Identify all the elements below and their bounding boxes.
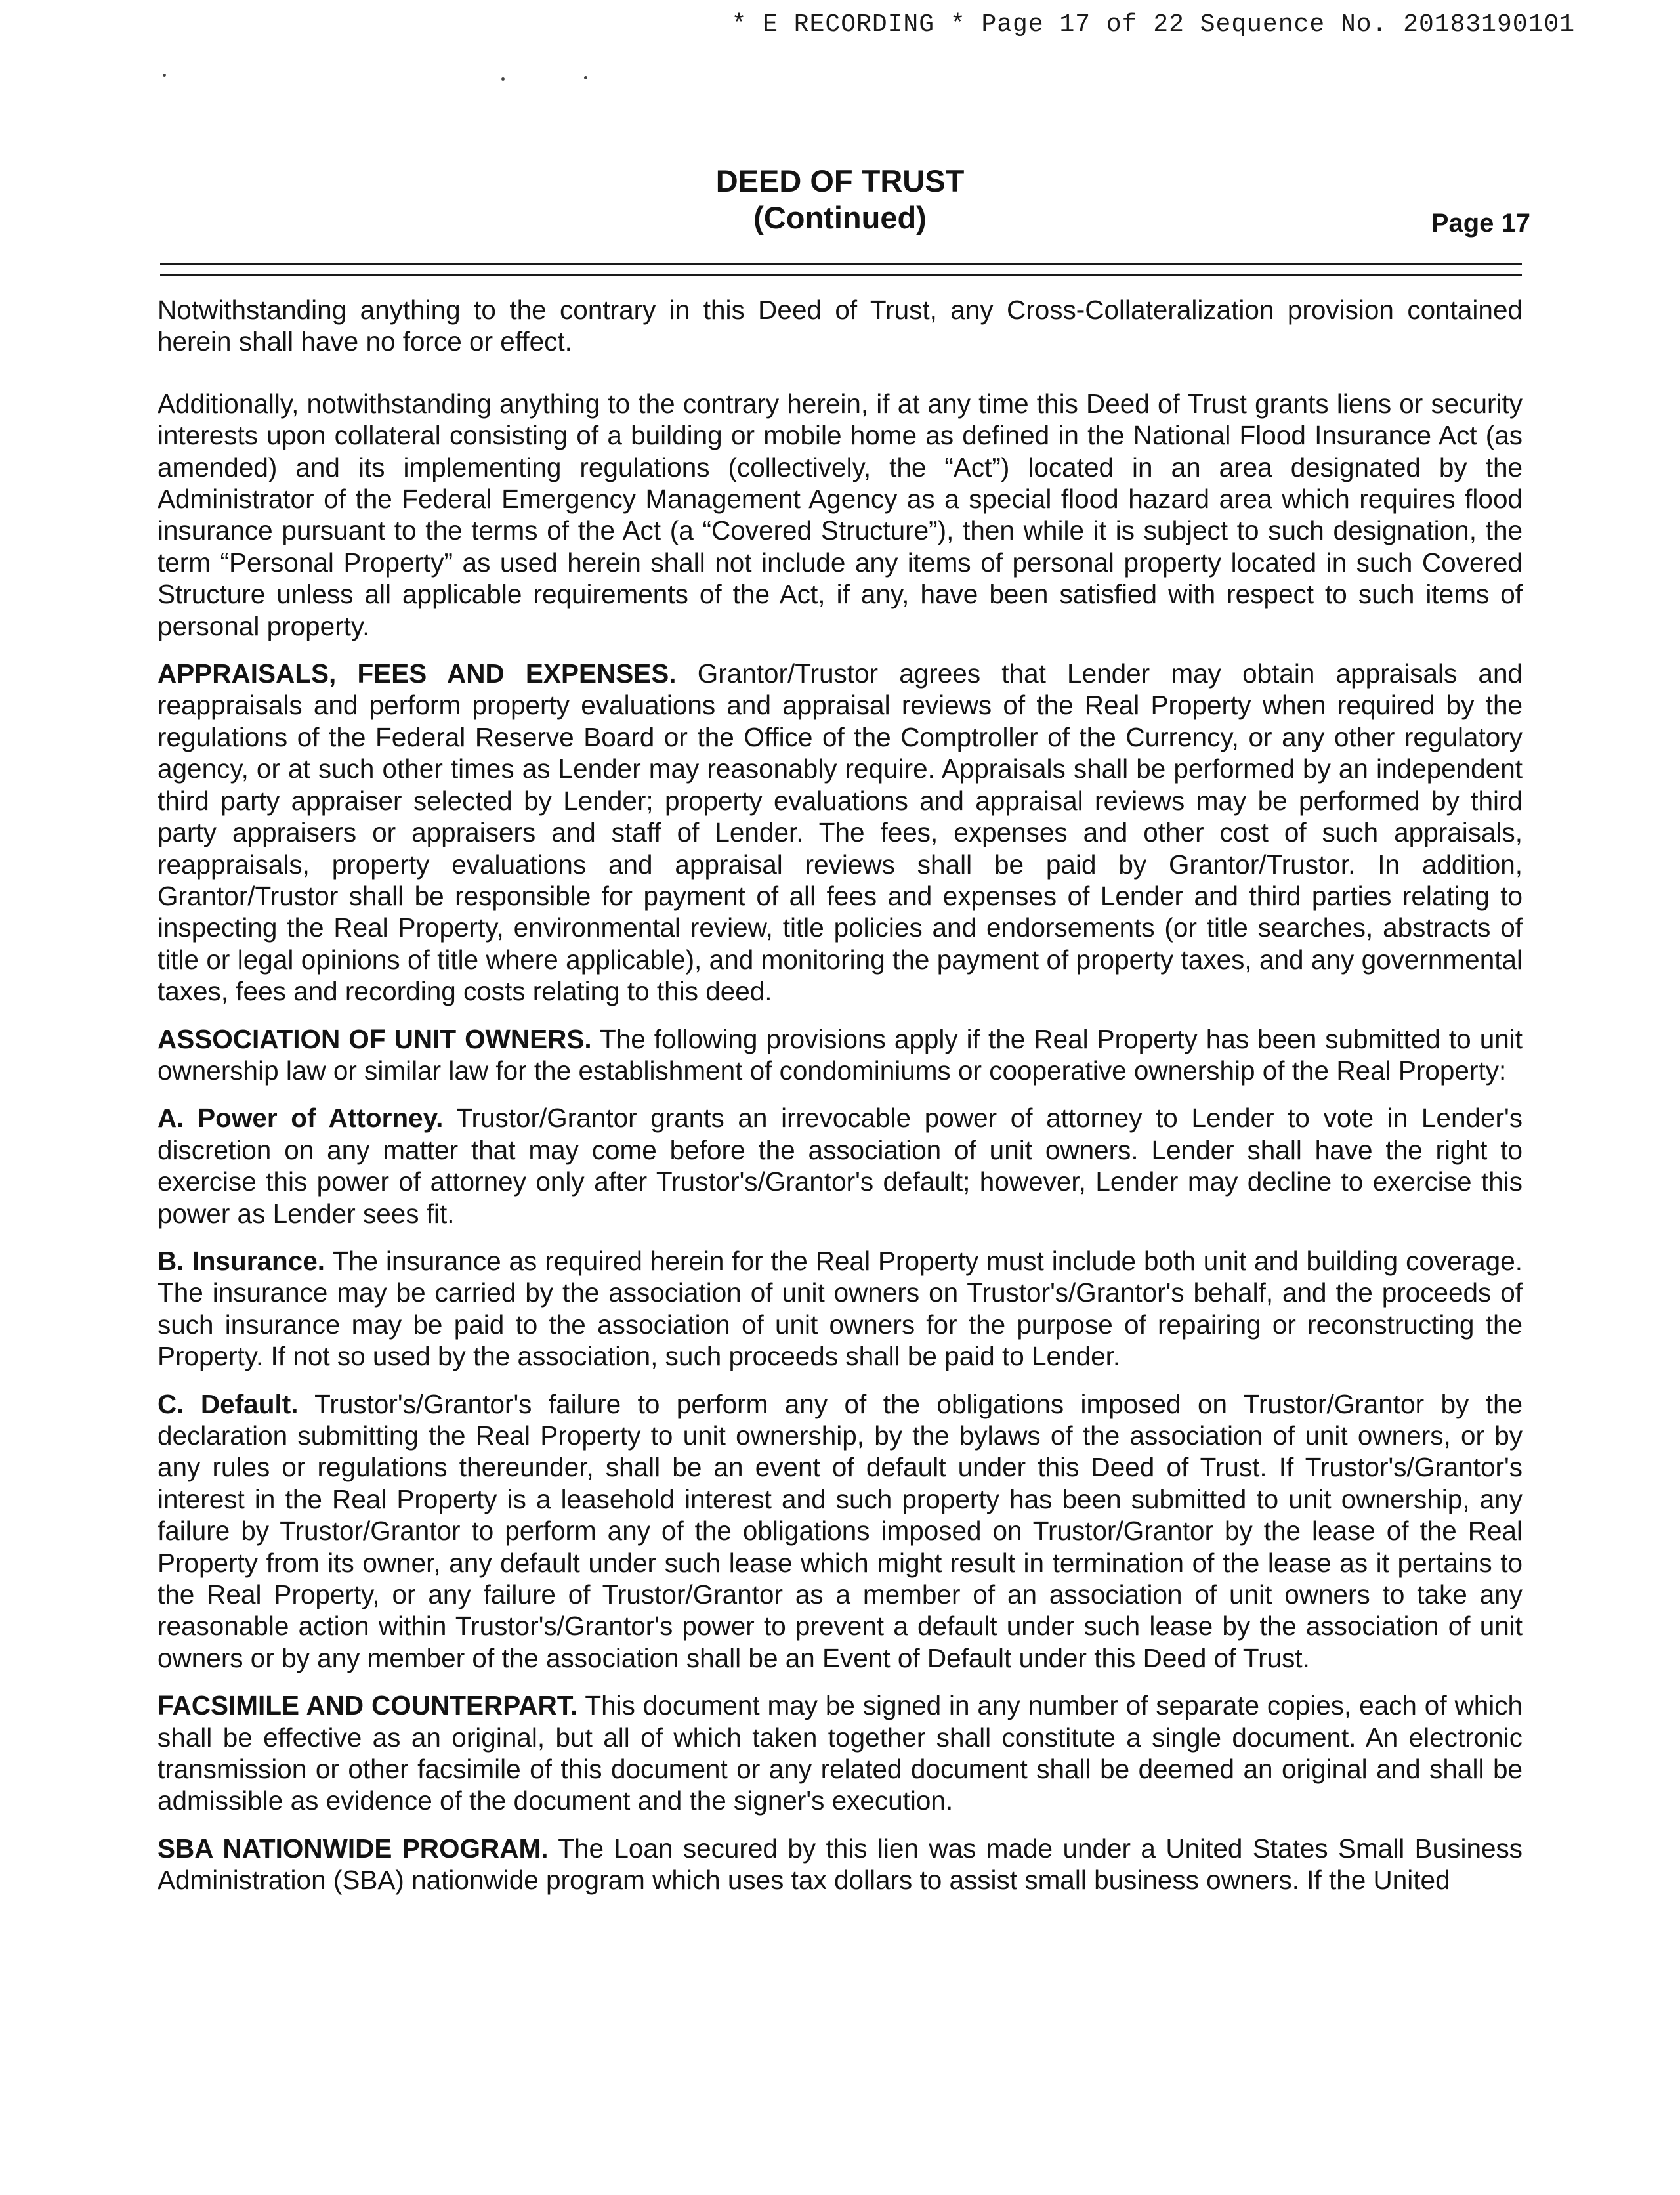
- paragraph-text: The insurance as required herein for the Real Property must include both unit and building coverage. The insurance may be carried by the association of unit owners on Trustor's/Grantor's behalf, and the proceeds of such insurance may be paid to the association of unit owners for the purpose of repairing or reconstructing the Property. If not so used by the association, such proceeds shall be paid to Lender.: [158, 1245, 1522, 1372]
- page-number: Page 17: [1431, 209, 1530, 238]
- paragraph-text: Notwithstanding anything to the contrary in this Deed of Trust, any Cross-Collateralization provision contained herein shall have no force or effect.: [158, 295, 1522, 357]
- document-body: [158, 294, 1522, 1912]
- paragraph: [158, 1833, 1522, 1896]
- paragraph-heading: SBA NATIONWIDE PROGRAM.: [158, 1833, 549, 1864]
- paragraph-text: The following provisions apply if the Real Property has been submitted to unit ownership law or similar law for the establishment of condominiums or cooperative ownership of the Real Property:: [158, 1023, 1523, 1086]
- scan-speck: [163, 74, 166, 77]
- paragraph-heading: A. Power of Attorney.: [158, 1103, 444, 1134]
- paragraph: [158, 1023, 1522, 1087]
- paragraph-heading: FACSIMILE AND COUNTERPART.: [158, 1690, 578, 1721]
- paragraph-text: Additionally, notwithstanding anything to the contrary herein, if at any time this Deed of Trust grants liens or security interests upon collateral consisting of a building or mobile home as defined in the National Flood Insurance Act (as amended) and its implementing regulations (collectively, the “Act”) located in an area designated by the Administrator of the Federal Emergency Management Agency as a special flood hazard area which requires flood insurance pursuant to the terms of the Act (a “Covered Structure”), then while it is subject to such designation, the term “Personal Property” as used herein shall not include any items of personal property located in such Covered Structure unless all applicable requirements of the Act, if any, have been satisfied with respect to such items of personal property.: [158, 388, 1522, 641]
- paragraph: [158, 388, 1522, 642]
- paragraph-heading: ASSOCIATION OF UNIT OWNERS.: [158, 1023, 592, 1054]
- recording-stamp: * E RECORDING * Page 17 of 22 Sequence No. 20183190101: [731, 11, 1575, 39]
- paragraph-heading: APPRAISALS, FEES AND EXPENSES.: [158, 658, 677, 689]
- scan-speck: [501, 77, 505, 81]
- title-line-1: DEED OF TRUST: [715, 163, 965, 198]
- document-title: [0, 163, 1680, 236]
- paragraph-text: The Loan secured by this lien was made under a United States Small Business Administration (SBA) nationwide program which uses tax dollars to assist small business owners. If the United: [158, 1833, 1522, 1896]
- paragraph-text: Trustor/Grantor grants an irrevocable power of attorney to Lender to vote in Lender's discretion on any matter that may come before the association of unit owners. Lender shall have the right to exercise this power of attorney only after Trustor's/Grantor's default; however, Lender may decline to exercise this power as Lender sees fit.: [158, 1103, 1522, 1229]
- paragraph-text: This document may be signed in any number of separate copies, each of which shall be effective as an original, but all of which taken together shall constitute a single document. An electronic transmission or other facsimile of this document or any related document shall be deemed an original and shall be admissible as evidence of the document and the signer's execution.: [158, 1690, 1522, 1816]
- scan-speck: [584, 76, 587, 79]
- header-rule-top: [160, 263, 1522, 265]
- paragraph: [158, 658, 1522, 1007]
- paragraph: [158, 1690, 1522, 1817]
- header-rule-bottom: [160, 274, 1522, 276]
- paragraph-text: Grantor/Trustor agrees that Lender may obtain appraisals and reappraisals and perform property evaluations and appraisal reviews of the Real Property when required by the regulations of the Federal Reserve Board or the Office of the Comptroller of the Currency, or any other regulatory agency, or at such other times as Lender may reasonably require. Appraisals shall be performed by an independent third party appraiser selected by Lender; property evaluations and appraisal reviews may be performed by third party appraisers or appraisers and staff of Lender. The fees, expenses and other cost of such appraisals, reappraisals, property evaluations and appraisal reviews shall be paid by Grantor/Trustor. In addition, Grantor/Trustor shall be responsible for payment of all fees and expenses of Lender and third parties relating to inspecting the Real Property, environmental review, title policies and endorsements (or title searches, abstracts of title or legal opinions of title where applicable), and monitoring the payment of property taxes, and any governmental taxes, fees and recording costs relating to this deed.: [158, 658, 1523, 1007]
- paragraph-text: Trustor's/Grantor's failure to perform any of the obligations imposed on Trustor/Grantor by the declaration submitting the Real Property to unit ownership, by the bylaws of the association of unit owners, or by any rules or regulations thereunder, shall be an event of default under this Deed of Trust. If Trustor's/Grantor's interest in the Real Property is a leasehold interest and such property has been submitted to unit ownership, any failure by Trustor/Grantor to perform any of the obligations imposed on Trustor/Grantor by the lease of the Real Property from its owner, any default under such lease which might result in termination of the lease as it pertains to the Real Property, or any failure of Trustor/Grantor as a member of an association of unit owners to take any reasonable action within Trustor's/Grantor's power to prevent a default under such lease by the association of unit owners or by any member of the association shall be an Event of Default under this Deed of Trust.: [158, 1388, 1522, 1673]
- paragraph-heading: B. Insurance.: [158, 1245, 326, 1276]
- paragraph: [158, 294, 1522, 358]
- paragraph-heading: C. Default.: [158, 1388, 299, 1419]
- paragraph: [158, 1102, 1522, 1229]
- paragraph: [158, 1388, 1522, 1674]
- title-line-2: (Continued): [753, 200, 927, 235]
- paragraph: [158, 1245, 1522, 1373]
